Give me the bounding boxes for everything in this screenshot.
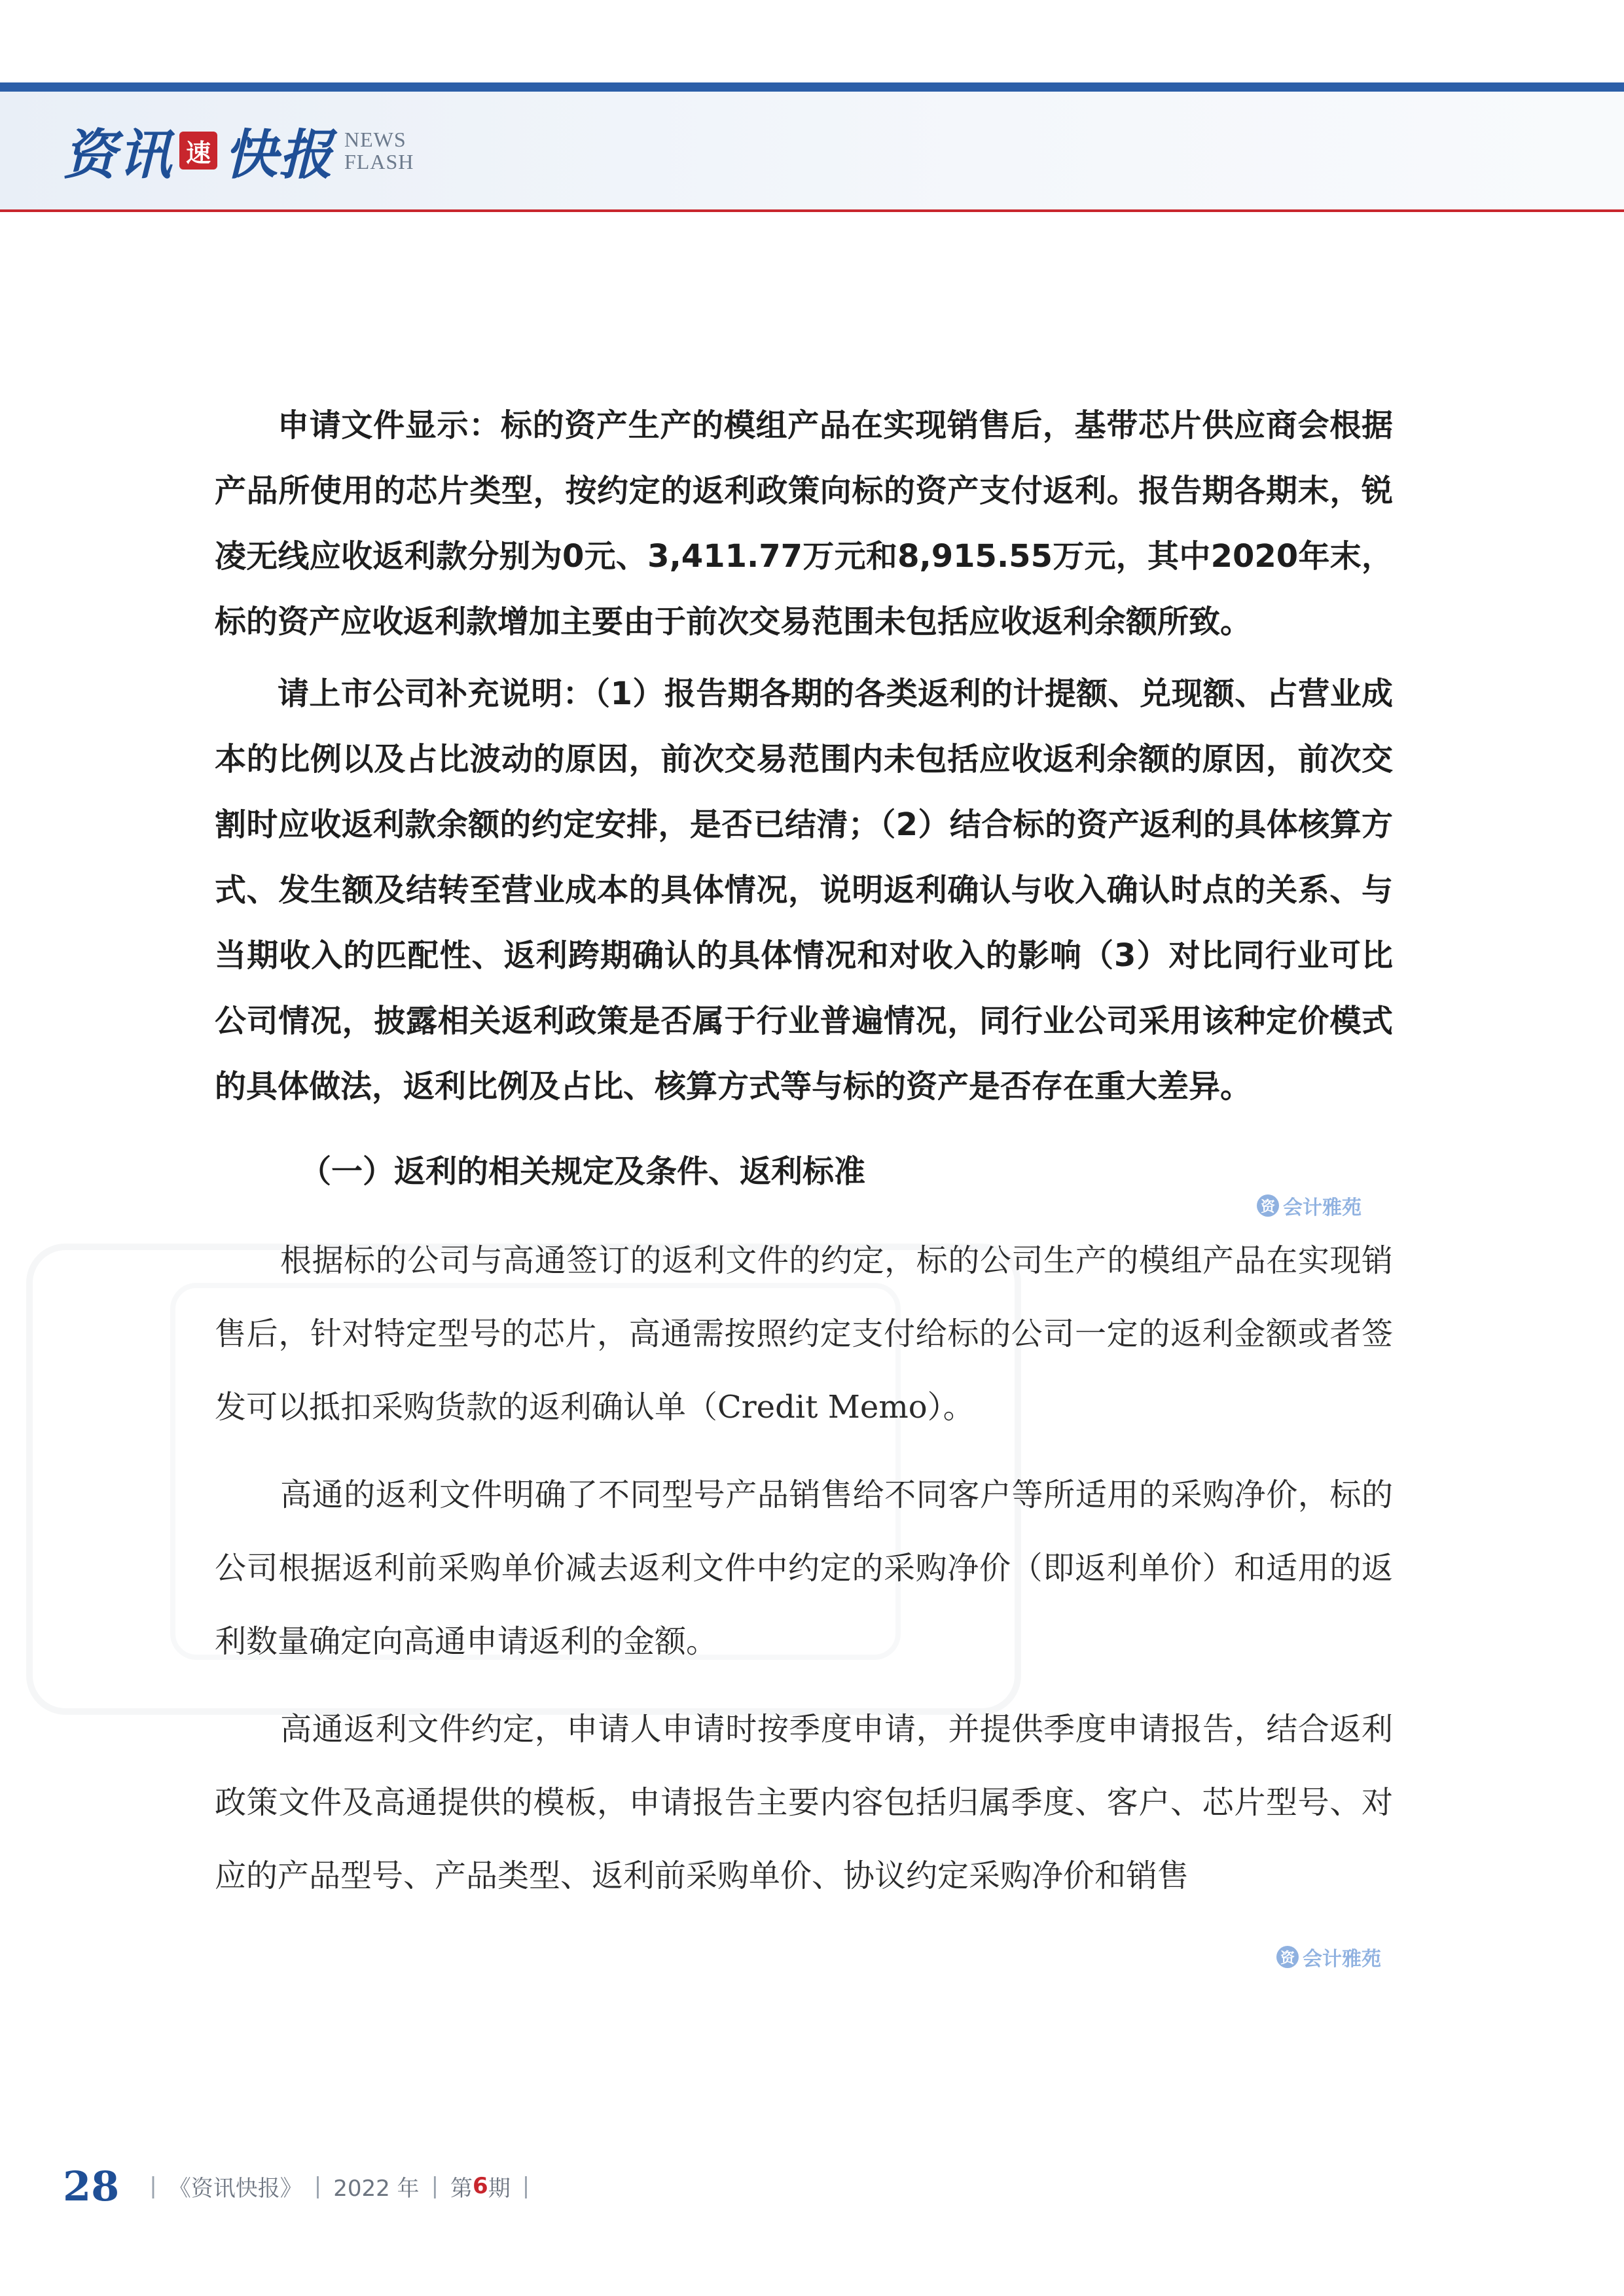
watermark-text: 会计雅苑	[1303, 1948, 1381, 1971]
top-blue-rule	[0, 82, 1624, 92]
watermark-stamp-1	[1257, 1191, 1362, 1220]
masthead-right-word: 快报	[224, 123, 334, 187]
body-paragraph-3: 高通返利文件约定，申请人申请时按季度申请，并提供季度申请报告，结合返利政策文件及高通提供的模板，申请报告主要内容包括归属季度、客户、芯片型号、对应的产品型号、产品类型、返利前采购单价、协议约定采购净价和销售	[215, 1711, 1393, 1894]
article-body	[215, 393, 1393, 1927]
masthead-english	[344, 128, 414, 173]
page-footer	[63, 2160, 541, 2212]
footer-publication: 《资讯快报》	[168, 2175, 302, 2202]
watermark-icon: 资	[1276, 1946, 1299, 1968]
header-red-rule	[0, 209, 1624, 212]
page-number: 28	[63, 2162, 120, 2210]
masthead-en-news: NEWS	[344, 128, 406, 151]
body-paragraph-1: 根据标的公司与高通签订的返利文件的约定，标的公司生产的模组产品在实现销售后，针对特定型号的芯片，高通需按照约定支付给标的公司一定的返利金额或者签发可以抵扣采购货款的返利确认单（Credit Memo）。	[215, 1242, 1393, 1426]
masthead-logo	[63, 111, 414, 190]
footer-divider: |	[431, 2173, 439, 2199]
watermark-text: 会计雅苑	[1283, 1196, 1362, 1219]
masthead-left-word: 资讯	[63, 123, 173, 187]
section-title: （一）返利的相关规定及条件、返利标准	[300, 1153, 866, 1190]
masthead-en-flash: FLASH	[344, 150, 414, 173]
footer-year: 2022 年	[333, 2175, 420, 2202]
footer-issue-number: 6	[473, 2173, 488, 2199]
footer-divider: |	[522, 2173, 530, 2199]
footer-divider: |	[314, 2173, 322, 2199]
bold-paragraph-2: 请上市公司补充说明：（1）报告期各期的各类返利的计提额、兑现额、占营业成本的比例以及占比波动的原因，前次交易范围内未包括应收返利余额的原因，前次交割时应收返利款余额的约定安排，是否已结清；（2）结合标的资产返利的具体核算方式、发生额及结转至营业成本的具体情况，说明返利确认与收入确认时点的关系、与当期收入的匹配性、返利跨期确认的具体情况和对收入的影响（3）对比同行业可比公司情况，披露相关返利政策是否属于行业普遍情况，同行业公司采用该种定价模式的具体做法，返利比例及占比、核算方式等与标的资产是否存在重大差异。	[215, 675, 1393, 1105]
footer-issue-suffix: 期	[488, 2175, 511, 2202]
footer-divider: |	[149, 2173, 157, 2199]
masthead-seal-icon: 速	[179, 132, 217, 170]
bold-paragraph-1: 申请文件显示：标的资产生产的模组产品在实现销售后，基带芯片供应商会根据产品所使用的芯片类型，按约定的返利政策向标的资产支付返利。报告期各期末，锐凌无线应收返利款分别为0元、3,411.77万元和8,915.55万元，其中2020年末，标的资产应收返利款增加主要由于前次交易范围未包括应收返利余额所致。	[215, 407, 1393, 640]
watermark-icon: 资	[1257, 1194, 1279, 1217]
footer-issue-prefix: 第	[450, 2175, 473, 2202]
watermark-stamp-2	[1276, 1943, 1381, 1971]
body-paragraph-2: 高通的返利文件明确了不同型号产品销售给不同客户等所适用的采购净价，标的公司根据返利前采购单价减去返利文件中约定的采购净价（即返利单价）和适用的返利数量确定向高通申请返利的金额。	[215, 1477, 1393, 1660]
